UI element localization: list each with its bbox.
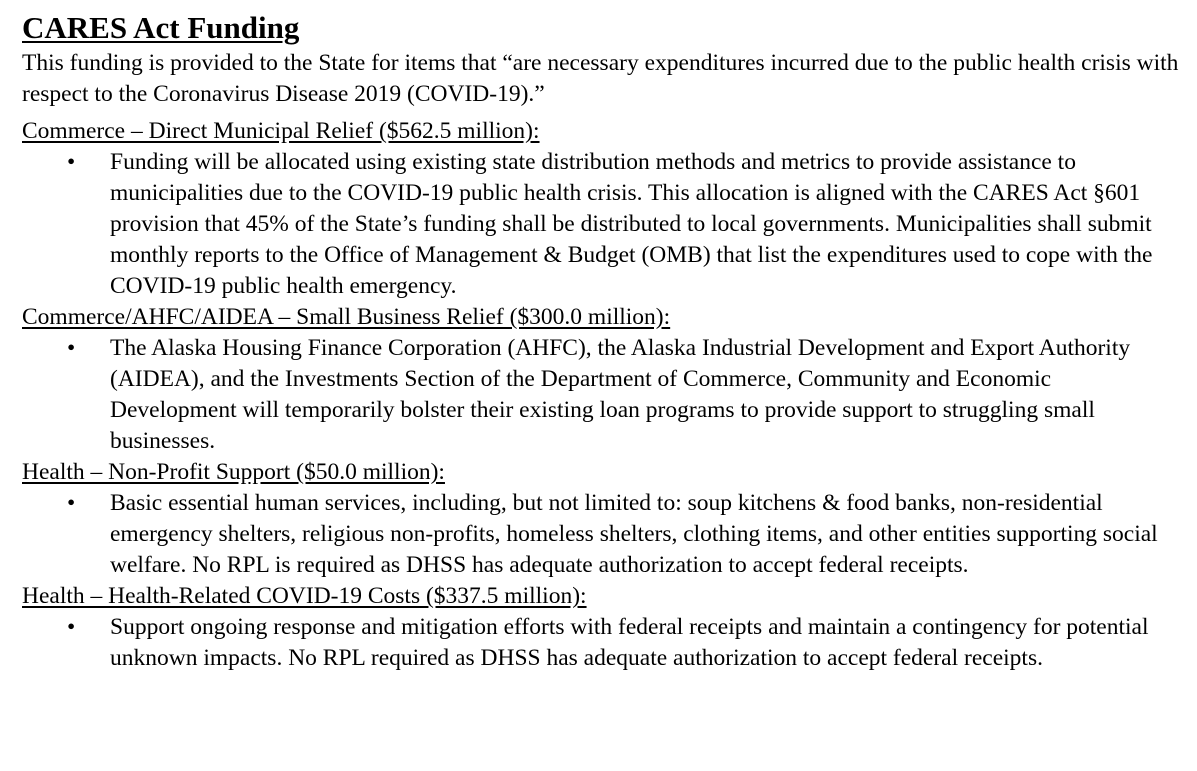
bullet-list [22, 612, 1182, 674]
bullet-item [22, 147, 1182, 302]
bullet-text: The Alaska Housing Finance Corporation (AHFC), the Alaska Industrial Development and Export Authority (AIDEA), and the Investments Section of the Department of Commerce, Community and Economic Development will temporarily bolster their existing loan programs to provide support to struggling small businesses. [110, 335, 1131, 454]
bullet-text: Basic essential human services, including, but not limited to: soup kitchens & food banks, non-residential emergency shelters, religious non-profits, homeless shelters, clothing items, and other entities supporting social welfare. No RPL is required as DHSS has adequate authorization to accept federal receipts. [110, 490, 1158, 578]
section-heading: Commerce – Direct Municipal Relief ($562.5 million): [22, 118, 540, 144]
bullet-text: Support ongoing response and mitigation efforts with federal receipts and maintain a contingency for potential unknown impacts. No RPL required as DHSS has adequate authorization to accept federal receipts. [110, 614, 1149, 671]
section-municipal-relief [22, 116, 1182, 302]
section-small-business-relief [22, 302, 1182, 457]
bullet-item [22, 333, 1182, 457]
document-title: CARES Act Funding [22, 10, 300, 45]
bullet-icon: • [67, 149, 76, 175]
bullet-list [22, 333, 1182, 457]
bullet-list [22, 147, 1182, 302]
bullet-text: Funding will be allocated using existing state distribution methods and metrics to provide assistance to municipalities due to the COVID-19 public health crisis. This allocation is aligned with the CARES Act §601 provision that 45% of the State’s funding shall be distributed to local governments. Municipalities shall submit monthly reports to the Office of Management & Budget (OMB) that list the expenditures used to cope with the COVID-19 public health emergency. [110, 149, 1153, 299]
section-heading: Commerce/AHFC/AIDEA – Small Business Relief ($300.0 million): [22, 304, 671, 330]
bullet-icon: • [67, 614, 76, 640]
document-page [22, 8, 1182, 674]
section-non-profit-support [22, 457, 1182, 581]
section-heading: Health – Non-Profit Support ($50.0 million): [22, 459, 445, 485]
bullet-item [22, 612, 1182, 674]
section-health-covid-costs [22, 581, 1182, 674]
intro-paragraph: This funding is provided to the State for items that “are necessary expenditures incurred due to the public health crisis with respect to the Coronavirus Disease 2019 (COVID-19).” [22, 50, 1179, 107]
bullet-item [22, 488, 1182, 581]
bullet-list [22, 488, 1182, 581]
section-heading: Health – Health-Related COVID-19 Costs ($337.5 million): [22, 583, 587, 609]
bullet-icon: • [67, 335, 76, 361]
bullet-icon: • [67, 490, 76, 516]
